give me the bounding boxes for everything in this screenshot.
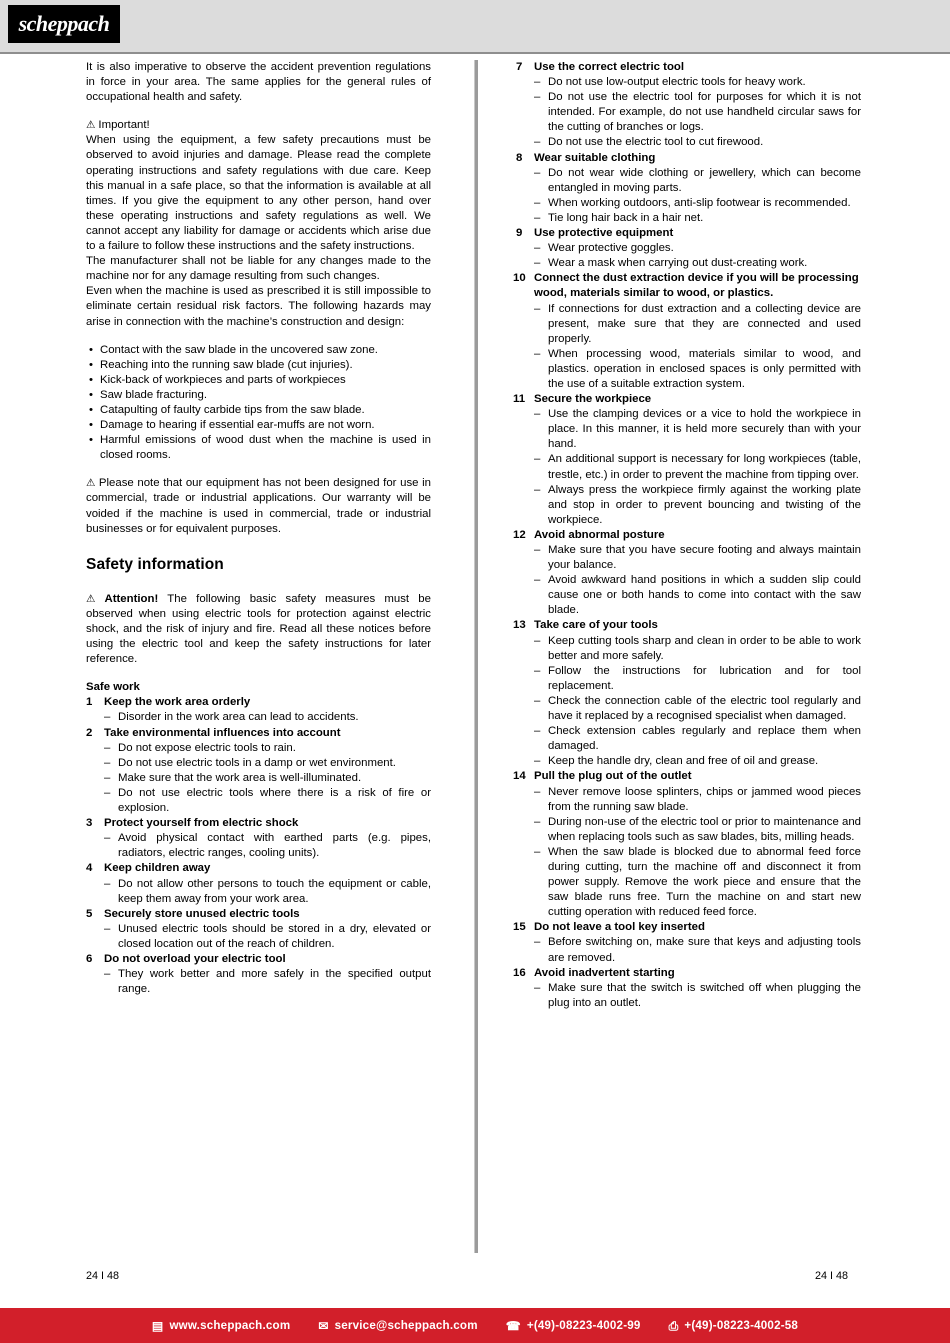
item-number: 11 [513, 393, 526, 406]
item-number: 2 [86, 726, 93, 739]
commercial-use-text: Please note that our equipment has not been designed for use in commercial, trade or industrial applications. Our warranty will be voided if the machine is used in commercial, trade or industrial businesses or for equivalent purposes. [86, 477, 431, 535]
footer-phone-label: +(49)-08223-4002-99 [526, 1319, 641, 1332]
list-item: – Make sure that the work area is well-illuminated. [104, 771, 431, 786]
footer-fax [669, 1319, 799, 1332]
list-item: – Use the clamping devices or a vice to hold the workpiece in place. In this manner, it is held more securely than with your hand. [534, 407, 861, 452]
item-title: Pull the plug out of the outlet [534, 770, 692, 783]
item-title: Use protective equipment [534, 227, 674, 240]
attention-label: Attention! [104, 592, 159, 605]
item-title: Protect yourself from electric shock [104, 817, 299, 830]
right-column [513, 60, 861, 1011]
item-number: 14 [513, 770, 526, 783]
item-number: 7 [516, 61, 523, 73]
list-item [86, 816, 431, 861]
list-item: – Do not use the electric tool to cut firewood. [534, 135, 861, 150]
item-number: 3 [86, 817, 93, 830]
item-number: 4 [86, 862, 93, 875]
item-title: Wear suitable clothing [534, 151, 656, 164]
item-title: Avoid abnormal posture [534, 528, 665, 541]
header-divider [0, 52, 950, 54]
item-points [534, 241, 861, 271]
commercial-use-note [86, 476, 431, 536]
page-header [0, 0, 950, 52]
item-points [534, 785, 861, 921]
list-item: – Do not expose electric tools to rain. [104, 741, 431, 756]
page-number-left: 24 I 48 [86, 1270, 120, 1282]
item-number: 10 [513, 272, 526, 285]
item-points [104, 877, 431, 907]
list-item [86, 695, 431, 725]
list-item: • Catapulting of faulty carbide tips from the saw blade. [86, 403, 431, 418]
list-item: – When working outdoors, anti-slip footwear is recommended. [534, 196, 861, 211]
list-item [86, 861, 431, 906]
list-item: – Avoid awkward hand positions in which a sudden slip could cause one or both hands to come into contact with the saw blade. [534, 573, 861, 618]
list-item: • Reaching into the running saw blade (cut injuries). [86, 358, 431, 373]
item-title: Do not leave a tool key inserted [534, 921, 705, 934]
list-item: – Make sure that the switch is switched off when plugging the plug into an outlet. [534, 981, 861, 1011]
list-item: – Do not use electric tools in a damp or wet environment. [104, 756, 431, 771]
important-label-line [86, 118, 431, 133]
list-item [86, 952, 431, 997]
list-item: – Do not use electric tools where there is a risk of fire or explosion. [104, 786, 431, 816]
item-title: Use the correct electric tool [534, 61, 685, 73]
item-points [534, 935, 861, 965]
list-item: – Never remove loose splinters, chips or jammed wood pieces from the running saw blade. [534, 785, 861, 815]
item-number: 9 [516, 227, 523, 240]
item-number: 8 [516, 151, 523, 164]
item-number: 16 [513, 966, 526, 979]
footer-email[interactable] [318, 1319, 477, 1332]
item-number: 5 [86, 907, 93, 920]
list-item: – Check extension cables regularly and replace them when damaged. [534, 724, 861, 754]
list-item [513, 528, 861, 619]
item-title: Keep the work area orderly [104, 696, 251, 709]
list-item: • Kick-back of workpieces and parts of workpieces [86, 373, 431, 388]
list-item: – Avoid physical contact with earthed parts (e.g. pipes, radiators, electric ranges, cooling units). [104, 831, 431, 861]
list-item: • Harmful emissions of wood dust when the machine is used in closed rooms. [86, 433, 431, 463]
footer-website[interactable] [152, 1319, 290, 1332]
list-item: – An additional support is necessary for long workpieces (table, trestle, etc.) in order to prevent the machine from tipping over. [534, 452, 861, 482]
list-item: – During non-use of the electric tool or prior to maintenance and when replacing tools such as saw blades, bits, milling heads. [534, 815, 861, 845]
item-points [534, 302, 861, 393]
item-number: 12 [513, 528, 526, 541]
item-title: Connect the dust extraction device if you will be processing wood, materials similar to wood, or plastics. [534, 272, 859, 300]
item-title: Take environmental influences into account [104, 726, 341, 739]
list-item: – Follow the instructions for lubrication and for tool replacement. [534, 664, 861, 694]
item-points [104, 967, 431, 997]
warning-triangle-icon: ⚠ [86, 592, 102, 605]
list-item: – Check the connection cable of the electric tool regularly and have it replaced by a recognised specialist when damaged. [534, 694, 861, 724]
page-title: Safety information [86, 555, 224, 573]
list-item: – Do not wear wide clothing or jewellery, which can become entangled in moving parts. [534, 166, 861, 196]
item-points [104, 741, 431, 816]
list-item: – When processing wood, materials similar to wood, and plastics. operation in enclosed spaces is only permitted with the use of a suitable extraction system. [534, 347, 861, 392]
envelope-icon: ✉ [318, 1318, 329, 1333]
list-item [86, 907, 431, 952]
list-item [516, 226, 861, 271]
monitor-icon: ▤ [151, 1318, 164, 1333]
list-item: • Damage to hearing if essential ear-muffs are not worn. [86, 418, 431, 433]
list-item [513, 392, 861, 528]
list-item: – Unused electric tools should be stored in a dry, elevated or closed location out of the reach of children. [104, 922, 431, 952]
list-item: – Wear protective goggles. [534, 241, 861, 256]
important-paragraph: When using the equipment, a few safety precautions must be observed to avoid injuries and damage. Please read the complete operating instructions and safety regulations with due care. Keep this manual in a safe place, so that the information is available at all times. If you give the equipment to any other person, hand over these operating instructions and safety regulations as well. We cannot accept any liability for damage or accidents which arise due to a failure to follow these instructions and the safety instructions. [86, 134, 431, 253]
item-number: 13 [513, 619, 526, 632]
list-item: – Tie long hair back in a hair net. [534, 211, 861, 226]
left-numbered-list [86, 695, 431, 997]
item-title: Secure the workpiece [534, 393, 652, 406]
item-number: 1 [86, 696, 93, 709]
warning-triangle-icon: ⚠ [86, 477, 96, 490]
list-item: – Do not use the electric tool for purposes for which it is not intended. For example, do not use handheld circular saws for the cutting of branches or logs. [534, 90, 861, 135]
item-points [534, 166, 861, 226]
scheppach-logo [8, 5, 120, 43]
list-item: – Before switching on, make sure that keys and adjusting tools are removed. [534, 935, 861, 965]
logo-text: scheppach [18, 11, 110, 36]
item-points [104, 922, 431, 952]
list-item: – Keep the handle dry, clean and free of oil and grease. [534, 754, 861, 769]
attention-text: The following basic safety measures must be observed when using electric tools for protection against electric shock, and the risk of injury and fire. Read all these notices before using the electric tool and keep the safety instructions for later reference. [86, 592, 431, 666]
list-item: • Saw blade fracturing. [86, 388, 431, 403]
list-item: – Disorder in the work area can lead to accidents. [104, 710, 431, 725]
safe-work-heading: Safe work [86, 681, 140, 694]
page-content [0, 60, 950, 1260]
residual-risk-paragraph: Even when the machine is used as prescribed it is still impossible to eliminate certain residual risk factors. The following hazards may arise in connection with the machine’s construction and design: [86, 285, 431, 328]
intro-paragraph: It is also imperative to observe the accident prevention regulations in force in your area. The same applies for the general rules of occupational health and safety. [86, 61, 431, 104]
list-item: – They work better and more safely in the specified output range. [104, 967, 431, 997]
list-item: – When the saw blade is blocked due to abnormal feed force during cutting, turn the machine off and disconnect it from power supply. Remove the work piece and ensure that the saw blade runs free. Turn the machine on and start new cutting operation with reduced feed force. [534, 845, 861, 920]
item-number: 6 [86, 952, 93, 965]
item-title: Avoid inadvertent starting [534, 966, 675, 979]
list-item [86, 726, 431, 817]
footer-email-label: service@scheppach.com [334, 1319, 478, 1332]
item-points [534, 75, 861, 150]
manufacturer-paragraph: The manufacturer shall not be liable for any changes made to the machine nor for any damage resulting from such changes. [86, 255, 431, 283]
fax-icon: ⎙ [668, 1318, 679, 1333]
item-points [534, 634, 861, 770]
phone-icon: ☎ [505, 1318, 521, 1333]
left-column [86, 60, 431, 997]
list-item: – Make sure that you have secure footing and always maintain your balance. [534, 543, 861, 573]
footer-bar [0, 1308, 950, 1343]
item-number: 15 [513, 921, 526, 934]
item-points [534, 407, 861, 528]
list-item [513, 618, 861, 769]
list-item: • Contact with the saw blade in the uncovered saw zone. [86, 343, 431, 358]
footer-phone [506, 1319, 641, 1332]
list-item: – Wear a mask when carrying out dust-creating work. [534, 256, 861, 271]
hazard-list [86, 343, 431, 464]
footer-website-label: www.scheppach.com [169, 1319, 291, 1332]
footer-fax-label: +(49)-08223-4002-58 [684, 1319, 799, 1332]
item-points [534, 543, 861, 618]
item-points [534, 981, 861, 1011]
item-points [104, 831, 431, 861]
list-item [513, 271, 861, 392]
item-points [104, 710, 431, 725]
list-item [513, 769, 861, 920]
list-item [513, 966, 861, 1011]
item-title: Take care of your tools [534, 619, 658, 632]
list-item: – If connections for dust extraction and a collecting device are present, make sure that they are connected and used properly. [534, 302, 861, 347]
list-item: – Always press the workpiece firmly against the working plate and stop in order to prevent bouncing and twisting of the workpiece. [534, 483, 861, 528]
list-item [513, 920, 861, 965]
list-item: – Keep cutting tools sharp and clean in order to be able to work better and more safely. [534, 634, 861, 664]
item-title: Keep children away [104, 862, 211, 875]
list-item: – Do not allow other persons to touch the equipment or cable, keep them away from your work area. [104, 877, 431, 907]
list-item: – Do not use low-output electric tools for heavy work. [534, 75, 861, 90]
right-numbered-list [513, 60, 861, 1011]
item-title: Do not overload your electric tool [104, 952, 286, 965]
important-label: Important! [98, 119, 150, 132]
warning-triangle-icon: ⚠ [86, 119, 96, 132]
page-number-right: 24 I 48 [815, 1270, 849, 1282]
list-item [516, 60, 861, 151]
list-item [516, 151, 861, 226]
item-title: Securely store unused electric tools [104, 907, 300, 920]
column-divider [474, 60, 478, 1253]
attention-paragraph [86, 592, 431, 667]
